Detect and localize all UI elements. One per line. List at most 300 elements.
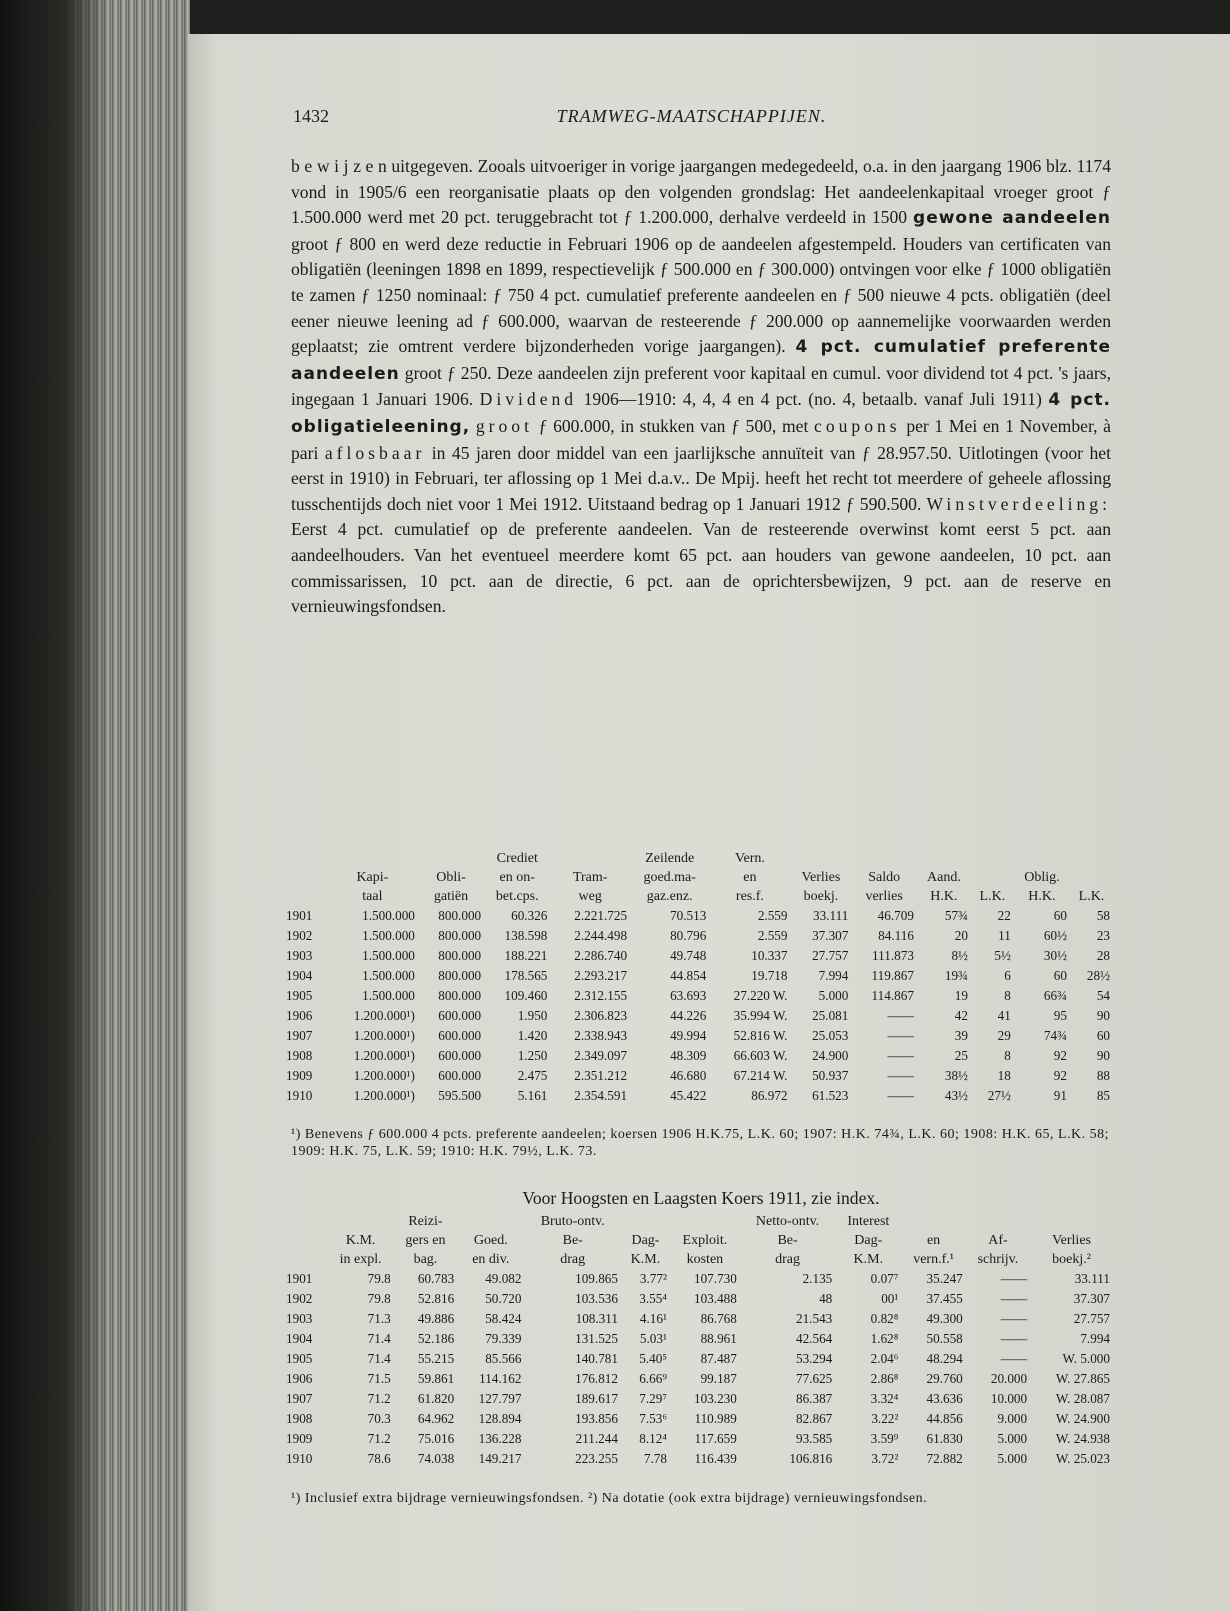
table-cell: 103.230: [693, 1391, 737, 1406]
table-cell: 19.718: [751, 968, 788, 983]
table-cell: 1.200.000¹): [353, 1068, 415, 1083]
table-cell: 71.2: [367, 1431, 391, 1446]
table-row: [283, 1269, 1113, 1289]
table-cell: 595.500: [438, 1088, 482, 1103]
table-cell: 61.830: [926, 1431, 963, 1446]
table-cell: 2.286.740: [574, 948, 628, 963]
table-header-row: [283, 849, 1113, 868]
table-cell: 35.994 W.: [733, 1008, 788, 1023]
table-header-row: [283, 1250, 1113, 1269]
table-cell: 6.66⁹: [639, 1371, 667, 1386]
table-cell: 5.000: [997, 1431, 1028, 1446]
table-cell: 46.709: [877, 908, 914, 923]
table-cell: 44.854: [670, 968, 707, 983]
column-header: en div.: [472, 1252, 510, 1267]
column-header: taal: [362, 889, 383, 904]
table-cell: 55.215: [417, 1351, 455, 1366]
table-cell: 1.200.000¹): [353, 1048, 415, 1063]
column-header: kosten: [686, 1252, 724, 1267]
table-cell: 60: [1096, 1028, 1110, 1043]
table-cell: 114.162: [479, 1371, 522, 1386]
column-header: L.K.: [1078, 889, 1105, 904]
column-header: gaz.enz.: [646, 889, 693, 904]
operating-table-footnote: ¹) Inclusief extra bijdrage vernieuwingsfondsen. ²) Na dotatie (ook extra bijdrage) vernieuwingsfondsen.: [291, 1491, 928, 1506]
row-year: 1901: [286, 1271, 313, 1286]
table-cell: 80.796: [670, 928, 707, 943]
column-header: goed.ma-: [643, 870, 696, 885]
column-header: gatiën: [433, 889, 469, 904]
table-cell: 85: [1096, 1088, 1110, 1103]
table-cell: 52.816 W.: [733, 1028, 788, 1043]
table-cell: 2.559: [757, 908, 788, 923]
column-header: Dag-: [854, 1233, 883, 1248]
table-cell: 29.760: [926, 1371, 963, 1386]
book-page: [188, 34, 1230, 1611]
table-cell: 8.12⁴: [639, 1431, 667, 1446]
column-header: Goed.: [473, 1233, 508, 1248]
row-year: 1907: [286, 1028, 313, 1043]
table-cell: 20.000: [990, 1371, 1028, 1386]
table-cell: 95: [1053, 1008, 1067, 1023]
table-cell: 2.244.498: [574, 928, 628, 943]
table-row: [283, 1026, 1113, 1046]
table-cell: 10.000: [990, 1391, 1028, 1406]
table-cell: 91: [1053, 1088, 1067, 1103]
table-cell: 1.500.000: [362, 968, 415, 983]
table-cell: 86.387: [795, 1391, 833, 1406]
table-cell: 1.500.000: [362, 908, 415, 923]
table-cell: 43½: [944, 1088, 968, 1103]
spaced-term-aflosbaar: aflosbaar: [324, 442, 426, 463]
table-row: [283, 1409, 1113, 1429]
table-cell: 60½: [1043, 928, 1067, 943]
table-cell: 27.220 W.: [733, 988, 788, 1003]
table-cell: 800.000: [438, 908, 482, 923]
table-cell: 61.523: [812, 1088, 849, 1103]
row-year: 1909: [286, 1068, 313, 1083]
row-year: 1903: [286, 1311, 313, 1326]
column-header: vern.f.¹: [913, 1252, 954, 1267]
table-cell: ——: [887, 1088, 914, 1103]
table-cell: 2.475: [517, 1068, 548, 1083]
table-cell: 71.3: [367, 1311, 391, 1326]
row-year: 1905: [286, 988, 313, 1003]
text-segment: b e w i j z e n uitgegeven. Zooals uitvoeriger in vorige jaargangen medegedeeld, o.a. in den jaargang 1906 blz. 1174 vond in 1905/6 een reorganisatie plaats op den volgenden grondslag: Het aandeelenkapitaal vroeger groot ƒ 1.500.000 werd met 20 pct. teruggebracht tot ƒ 1.200.000, derhalve verdeeld in 1500: [291, 156, 1111, 228]
main-paragraph: [291, 154, 1111, 620]
table-cell: 52.816: [417, 1291, 455, 1306]
column-header: [283, 887, 327, 906]
table-cell: 67.214 W.: [733, 1068, 788, 1083]
row-year: 1901: [286, 908, 313, 923]
table-cell: 50.937: [812, 1068, 849, 1083]
table-cell: 1.62⁸: [870, 1331, 899, 1346]
row-year: 1902: [286, 928, 313, 943]
table-cell: 600.000: [438, 1008, 482, 1023]
column-header: [1070, 868, 1113, 887]
table-cell: 5.161: [517, 1088, 548, 1103]
table-cell: 1.200.000¹): [353, 1008, 415, 1023]
heading-preferente-aandeelen: 4 pct. cumulatief preferente aandeelen: [291, 337, 1111, 384]
table-cell: 11: [998, 928, 1011, 943]
table-cell: 8: [1004, 1048, 1011, 1063]
table-cell: 2.338.943: [574, 1028, 628, 1043]
table-cell: 45.422: [670, 1088, 707, 1103]
table-cell: 71.4: [367, 1331, 391, 1346]
table-cell: ——: [1000, 1331, 1028, 1346]
book-binding-shadow: [0, 0, 110, 1611]
table-cell: 33.111: [1074, 1271, 1110, 1286]
table-cell: 3.22²: [871, 1411, 899, 1426]
column-header: Interest: [847, 1214, 890, 1229]
table-cell: 2.04⁶: [870, 1351, 899, 1366]
table-cell: 7.53⁶: [639, 1411, 667, 1426]
column-header: boekj.: [803, 889, 839, 904]
table-cell: 42: [954, 1008, 968, 1023]
row-year: 1905: [286, 1351, 313, 1366]
table-cell: 23: [1096, 928, 1110, 943]
table-cell: 37.455: [926, 1291, 963, 1306]
table-cell: W. 27.865: [1055, 1371, 1110, 1386]
table-header-row: [283, 868, 1113, 887]
table-cell: 78.6: [367, 1451, 391, 1466]
table-cell: 66¾: [1043, 988, 1067, 1003]
table-cell: 2.306.823: [574, 1008, 628, 1023]
table-cell: 127.797: [478, 1391, 522, 1406]
table-cell: 7.29⁷: [639, 1391, 667, 1406]
table-cell: 61.820: [417, 1391, 455, 1406]
table-cell: 1.500.000: [362, 988, 415, 1003]
column-header: Tram-: [572, 870, 608, 885]
table-cell: 103.536: [575, 1291, 618, 1306]
column-header: [971, 868, 1014, 887]
table-cell: 8: [1004, 988, 1011, 1003]
row-year: 1907: [286, 1391, 313, 1406]
table-cell: 86.768: [700, 1311, 737, 1326]
table-cell: 38½: [944, 1068, 968, 1083]
table-cell: 74.038: [417, 1451, 455, 1466]
table-cell: 60: [1053, 908, 1067, 923]
table-cell: ——: [887, 1068, 914, 1083]
table-cell: 60: [1053, 968, 1067, 983]
row-year: 1902: [286, 1291, 313, 1306]
table-header-row: [283, 1231, 1113, 1250]
table-cell: 48.294: [926, 1351, 963, 1366]
column-header: Obli-: [436, 870, 466, 885]
column-header: [966, 1212, 1030, 1231]
table-cell: 1.250: [517, 1048, 548, 1063]
table-row: [283, 1086, 1113, 1106]
row-year: 1908: [286, 1411, 313, 1426]
row-year: 1904: [286, 968, 313, 983]
table-cell: 49.994: [670, 1028, 707, 1043]
table-cell: ——: [1000, 1351, 1028, 1366]
table-cell: 79.339: [485, 1331, 522, 1346]
table-cell: 5.40⁵: [639, 1351, 667, 1366]
table-cell: 29: [997, 1028, 1011, 1043]
table-cell: 131.525: [575, 1331, 618, 1346]
table-cell: 48.309: [670, 1048, 707, 1063]
table-cell: 64.962: [417, 1411, 455, 1426]
table-cell: 0.82⁸: [870, 1311, 899, 1326]
column-header: Verlies: [801, 870, 841, 885]
table-cell: 1.500.000: [362, 928, 415, 943]
table-cell: 50.720: [485, 1291, 522, 1306]
column-header: K.M.: [345, 1233, 376, 1248]
table-cell: 2.312.155: [574, 988, 628, 1003]
table-cell: 77.625: [795, 1371, 833, 1386]
table-cell: 00¹: [881, 1291, 899, 1306]
column-header: Exploit.: [682, 1233, 728, 1248]
table-cell: 110.989: [694, 1411, 737, 1426]
column-header: [283, 849, 327, 868]
table-row: [283, 1289, 1113, 1309]
table-cell: 3.32⁴: [870, 1391, 899, 1406]
row-year: 1908: [286, 1048, 313, 1063]
column-header: Be-: [562, 1233, 583, 1248]
table-header-row: [283, 1212, 1113, 1231]
column-header: Vern.: [734, 851, 765, 866]
column-header: [327, 849, 418, 868]
table-cell: 49.300: [926, 1311, 963, 1326]
text-segment: ƒ 600.000, in stukken van ƒ 500, met: [538, 415, 809, 436]
column-header: K.M.: [630, 1252, 661, 1267]
column-header: [670, 1212, 740, 1231]
table-cell: 70.513: [670, 908, 707, 923]
table-cell: 2.86⁸: [870, 1371, 899, 1386]
table-cell: 20: [954, 928, 968, 943]
column-header: en: [743, 870, 757, 885]
table-cell: 109.460: [504, 988, 548, 1003]
table-cell: 99.187: [700, 1371, 737, 1386]
column-header: bet.cps.: [495, 889, 539, 904]
table-cell: 22: [997, 908, 1011, 923]
table-cell: 92: [1053, 1048, 1067, 1063]
table-row: [283, 966, 1113, 986]
table-cell: 5½: [994, 948, 1011, 963]
table-cell: 28: [1096, 948, 1110, 963]
table-cell: 43.636: [926, 1391, 963, 1406]
table-cell: 1.950: [517, 1008, 548, 1023]
table-cell: 138.598: [504, 928, 548, 943]
table-cell: 6: [1004, 968, 1011, 983]
table-cell: 30½: [1043, 948, 1067, 963]
column-header: [851, 849, 917, 868]
table-cell: 19: [954, 988, 968, 1003]
table-cell: 140.781: [575, 1351, 618, 1366]
table-cell: 800.000: [438, 968, 482, 983]
table-cell: 178.565: [504, 968, 548, 983]
table-cell: 44.226: [670, 1008, 707, 1023]
column-header: Af-: [988, 1233, 1008, 1248]
table-cell: 37.307: [1073, 1291, 1110, 1306]
table-cell: 37.307: [812, 928, 849, 943]
spaced-term-dividend: Dividend: [479, 389, 578, 410]
table-cell: 211.244: [575, 1431, 618, 1446]
table-cell: 28½: [1086, 968, 1110, 983]
row-year: 1906: [286, 1008, 313, 1023]
table-cell: 3.72²: [871, 1451, 899, 1466]
text-segment: in 45 jaren door middel van een jaarlijksche annuïteit van ƒ 28.957.50. Uitlotingen (voor het eerst in 1910) in Februari, ter aflossing op 1 Mei d.a.v.. De Mpij. heeft het recht tot meerdere of geheele aflossing tusschentijds doch niet voor 1 Mei 1912. Uitstaand bedrag op 1 Januari 1912 ƒ 590.500.: [291, 442, 1111, 514]
table-cell: 1.500.000: [362, 948, 415, 963]
column-header: boekj.²: [1052, 1252, 1091, 1267]
table-cell: 46.680: [670, 1068, 707, 1083]
table-cell: 2.351.212: [574, 1068, 628, 1083]
table-header-row: [283, 887, 1113, 906]
column-header: schrijv.: [977, 1252, 1019, 1267]
table-cell: ——: [887, 1048, 914, 1063]
column-header: H.K.: [1028, 889, 1056, 904]
table-cell: 39: [954, 1028, 968, 1043]
table-cell: 82.867: [795, 1411, 833, 1426]
table-cell: 5.000: [997, 1451, 1028, 1466]
column-header: [1014, 849, 1070, 868]
table-cell: 2.135: [802, 1271, 833, 1286]
column-header: Zeilende: [645, 851, 695, 866]
text-segment: Eerst 4 pct. cumulatief op de preferente aandeelen. Van de resteerende overwinst komt eerst 5 pct. aan aandeelhouders. Van het eventueel meerdere komt 65 pct. aan houders van gewone aandeelen, 10 pct. aan commissarissen, 10 pct. aan de directie, 6 pct. aan de oprichtersbewijzen, 9 pct. aan de reserve en vernieuwingsfondsen.: [291, 519, 1111, 617]
table-cell: 2.559: [757, 928, 788, 943]
table-cell: 1.200.000¹): [353, 1088, 415, 1103]
page-header: [293, 106, 1090, 132]
table-cell: 75.016: [417, 1431, 455, 1446]
table-cell: 86.972: [751, 1088, 788, 1103]
table-cell: 3.77²: [639, 1271, 667, 1286]
column-header: Crediet: [496, 851, 538, 866]
table-cell: 27½: [987, 1088, 1011, 1103]
table-cell: 48: [819, 1291, 833, 1306]
table-cell: 600.000: [438, 1048, 482, 1063]
row-year: 1906: [286, 1371, 313, 1386]
table-cell: 8½: [951, 948, 968, 963]
table-row: [283, 1046, 1113, 1066]
column-header: Reizi-: [408, 1214, 443, 1229]
table-cell: W. 5.000: [1062, 1351, 1110, 1366]
row-year: 1910: [286, 1451, 313, 1466]
table-cell: 71.4: [367, 1351, 391, 1366]
column-header: weg: [578, 889, 602, 904]
table-cell: 10.337: [751, 948, 788, 963]
table-cell: 107.730: [693, 1271, 737, 1286]
table-cell: 52.186: [417, 1331, 455, 1346]
table-row: [283, 1349, 1113, 1369]
table-cell: 114.867: [871, 988, 914, 1003]
table-cell: 87.487: [700, 1351, 737, 1366]
table-cell: 2.354.591: [574, 1088, 628, 1103]
table-cell: 42.564: [795, 1331, 833, 1346]
table-cell: 58: [1096, 908, 1110, 923]
column-header: en: [926, 1233, 941, 1248]
operating-table: [283, 1212, 1113, 1469]
column-header: [283, 1250, 328, 1269]
column-header: Oblig.: [1024, 870, 1060, 885]
column-header: en on-: [499, 870, 535, 885]
table-row: [283, 986, 1113, 1006]
table-cell: 49.886: [417, 1311, 455, 1326]
table-cell: 35.247: [926, 1271, 963, 1286]
column-header: [457, 1212, 524, 1231]
table-cell: 90: [1096, 1008, 1110, 1023]
table-cell: 41: [997, 1008, 1011, 1023]
table-cell: 54: [1096, 988, 1110, 1003]
column-header: res.f.: [735, 889, 764, 904]
table-row: [283, 1449, 1113, 1469]
table-cell: 21.543: [795, 1311, 833, 1326]
table-row: [283, 1369, 1113, 1389]
column-header: [901, 1212, 965, 1231]
table-cell: 49.748: [670, 948, 707, 963]
table-cell: 800.000: [438, 928, 482, 943]
column-header: bag.: [413, 1252, 438, 1267]
table-cell: 18: [997, 1068, 1011, 1083]
table-cell: 74¾: [1043, 1028, 1067, 1043]
column-header: [418, 849, 484, 868]
column-header: [790, 849, 851, 868]
table-row: [283, 926, 1113, 946]
table-cell: 7.994: [1080, 1331, 1110, 1346]
table-cell: 79.8: [367, 1291, 391, 1306]
table-cell: 4.16¹: [639, 1311, 667, 1326]
table-cell: 92: [1053, 1068, 1067, 1083]
table-cell: 3.59⁹: [870, 1431, 899, 1446]
table-cell: W. 24.938: [1055, 1431, 1110, 1446]
table-cell: 24.900: [812, 1048, 849, 1063]
table-cell: 5.000: [818, 988, 849, 1003]
column-header: L.K.: [979, 889, 1006, 904]
table-row: [283, 1006, 1113, 1026]
financial-table: [283, 849, 1113, 1106]
table-cell: W. 25.023: [1055, 1451, 1110, 1466]
column-header: [971, 849, 1014, 868]
table-cell: 193.856: [575, 1411, 618, 1426]
table-cell: 60.783: [417, 1271, 455, 1286]
table-cell: 111.873: [872, 948, 914, 963]
table-cell: 223.255: [575, 1451, 618, 1466]
table-cell: 59.861: [417, 1371, 455, 1386]
table-cell: 88: [1096, 1068, 1110, 1083]
table-cell: 58.424: [485, 1311, 522, 1326]
running-title: TRAMWEG-MAATSCHAPPIJEN.: [556, 106, 827, 126]
table-cell: 600.000: [438, 1028, 482, 1043]
column-header: [283, 868, 327, 887]
table-row: [283, 1066, 1113, 1086]
row-year: 1904: [286, 1331, 313, 1346]
table-row: [283, 906, 1113, 926]
table-cell: 3.55⁴: [639, 1291, 667, 1306]
table-cell: 53.294: [795, 1351, 833, 1366]
table-cell: 5.03¹: [639, 1331, 667, 1346]
table-cell: 800.000: [438, 988, 482, 1003]
column-header: [283, 1212, 328, 1231]
table-cell: 33.111: [813, 908, 849, 923]
column-header: Dag-: [631, 1233, 660, 1248]
table-cell: 70.3: [367, 1411, 391, 1426]
table-cell: 1.200.000¹): [353, 1028, 415, 1043]
column-header: Verlies: [1052, 1233, 1091, 1248]
table-cell: 50.558: [926, 1331, 963, 1346]
text-segment: per 1 Mei en 1 November, à pari: [291, 415, 1111, 463]
table-cell: 108.311: [575, 1311, 618, 1326]
body-text: [291, 154, 1111, 620]
column-header: [1030, 1212, 1113, 1231]
table-cell: 93.585: [795, 1431, 833, 1446]
heading-gewone-aandeelen: gewone aandeelen: [913, 208, 1111, 229]
table-cell: 800.000: [438, 948, 482, 963]
column-header: Kapi-: [356, 870, 389, 885]
table-cell: 72.882: [926, 1451, 963, 1466]
table-cell: 7.78: [643, 1451, 667, 1466]
table-cell: 128.894: [478, 1411, 522, 1426]
table-cell: 79.8: [367, 1271, 391, 1286]
row-year: 1909: [286, 1431, 313, 1446]
